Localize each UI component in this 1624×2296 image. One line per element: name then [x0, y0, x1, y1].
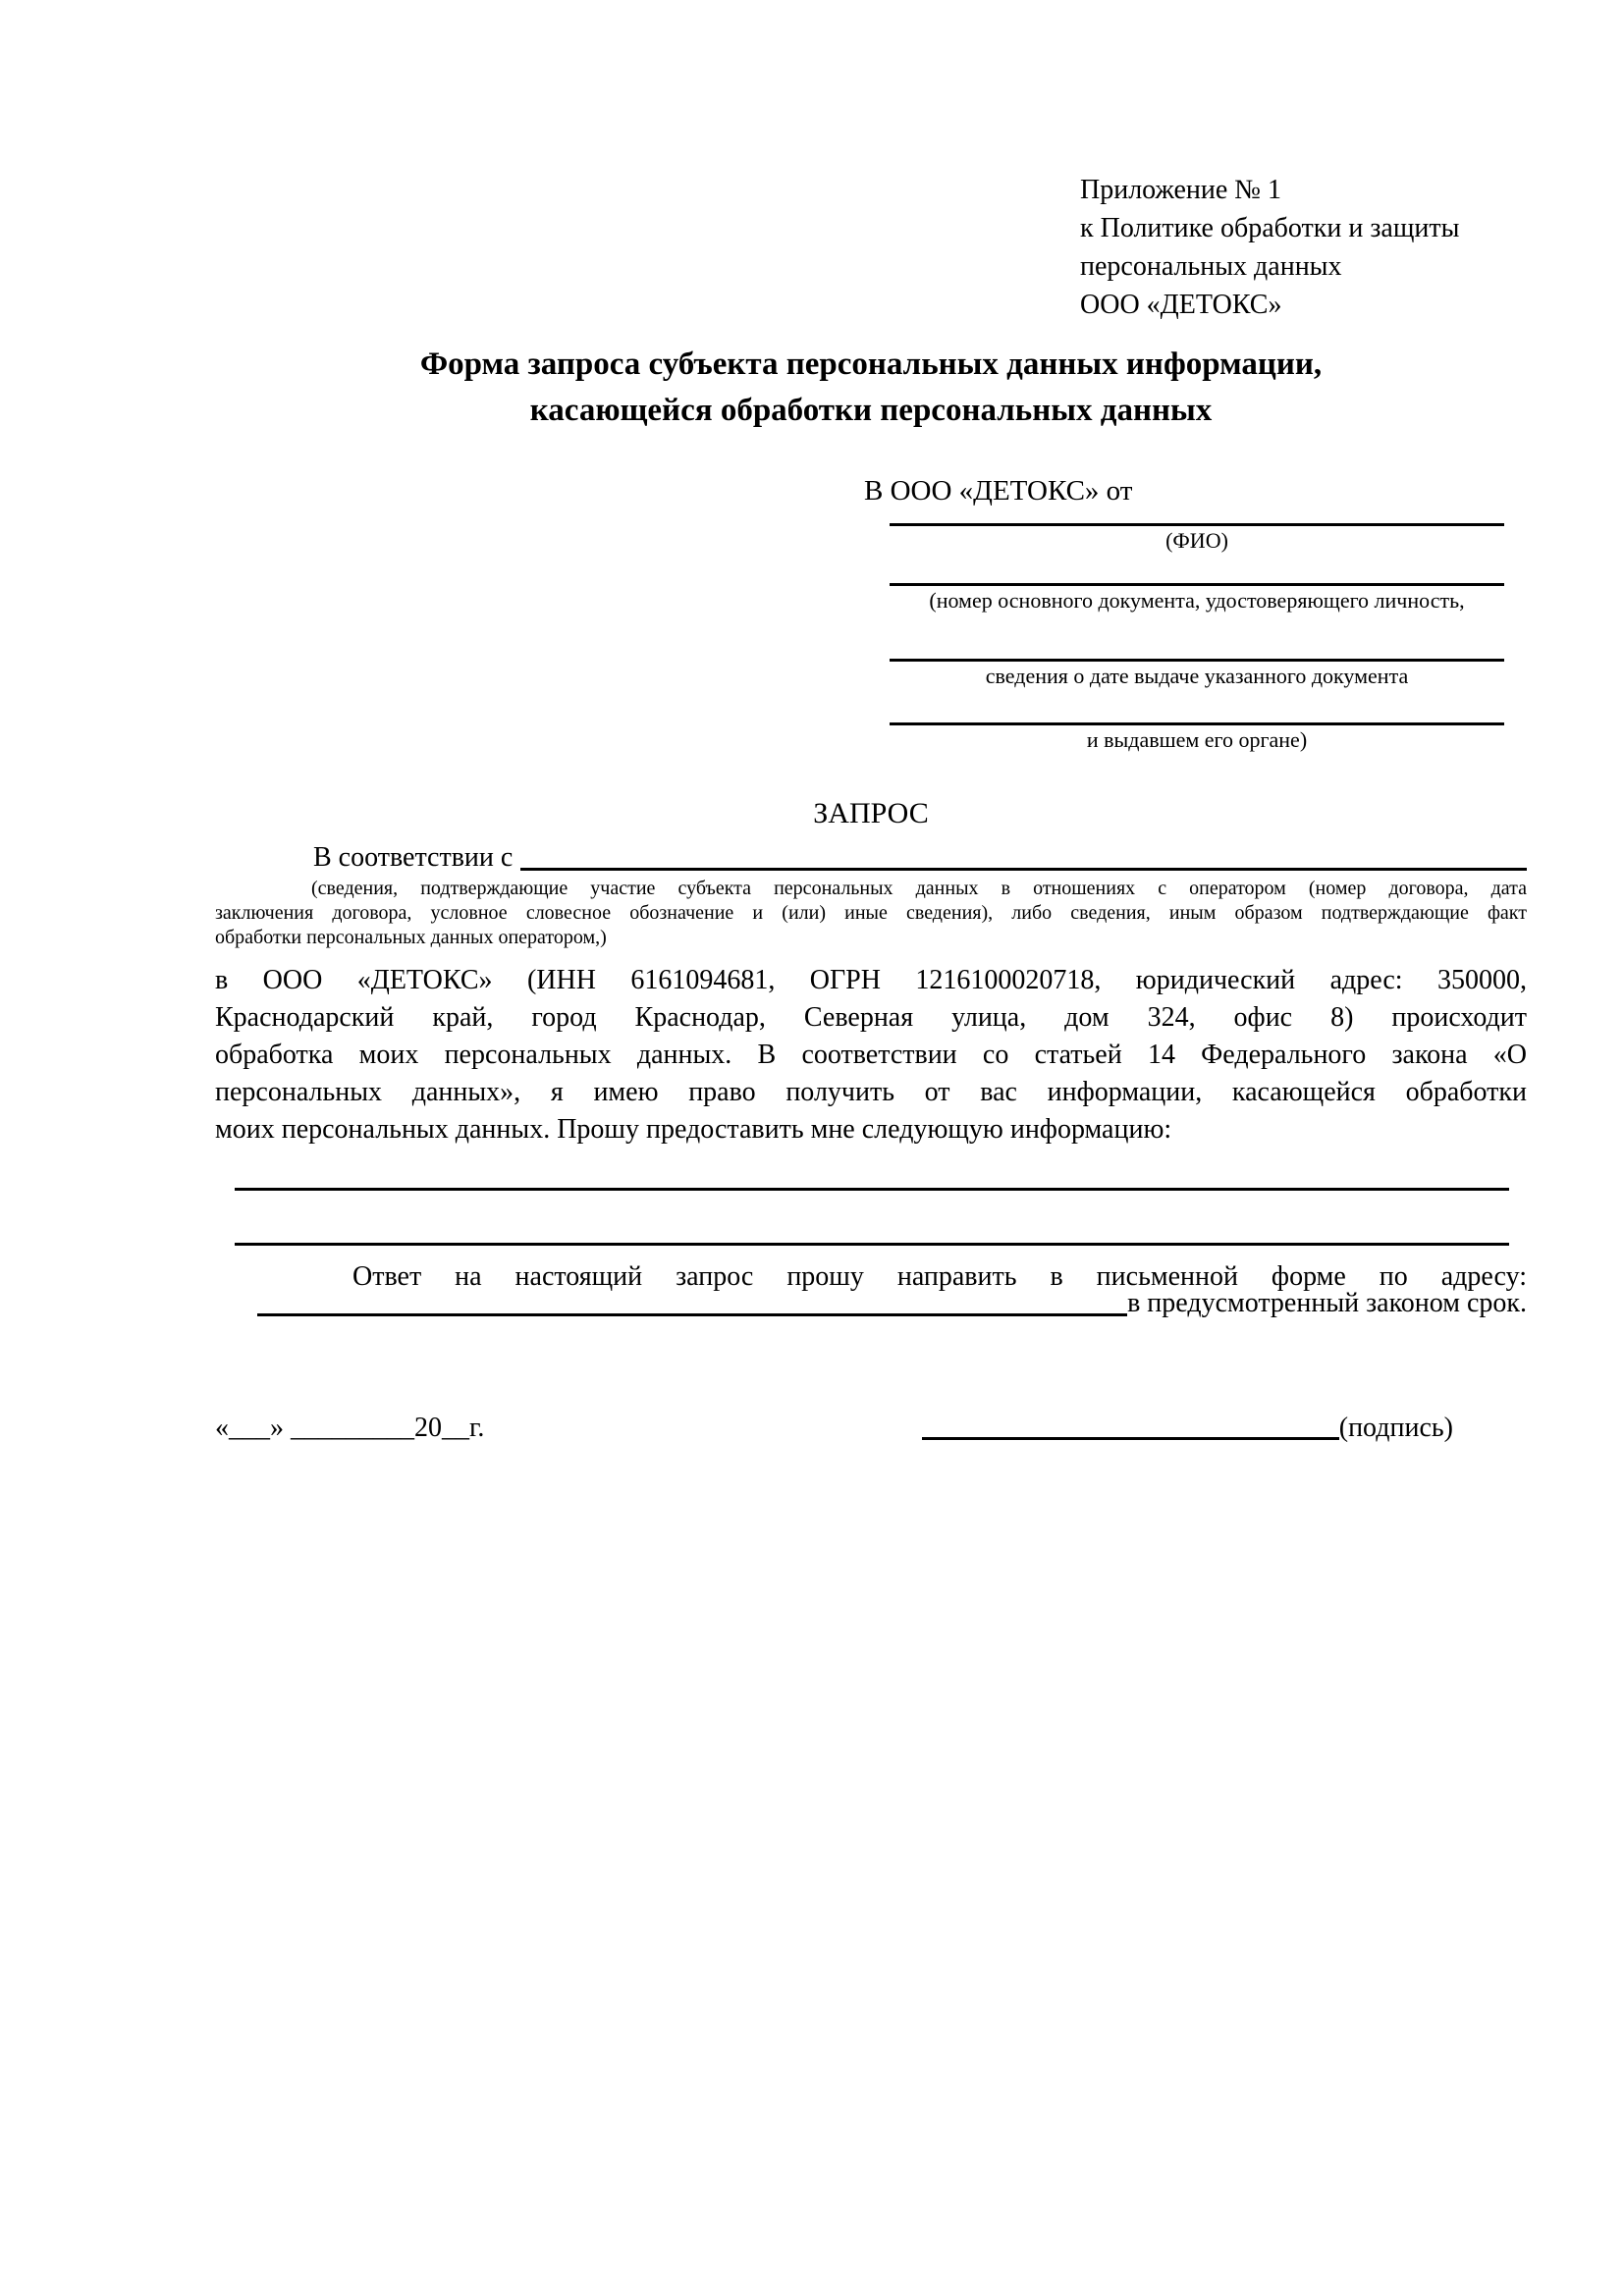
- note-line: заключения договора, условное словесное обозначение и (или) иные сведения), либо сведения, иным образом подтверждающие факт: [215, 902, 1527, 924]
- issue-date-fill-line: [890, 659, 1504, 662]
- appendix-line: к Политике обработки и защиты: [1080, 213, 1460, 243]
- issuing-authority-caption: и выдавшем его органе): [1086, 727, 1308, 752]
- info-fill-line-2: [235, 1243, 1509, 1246]
- body-line: персональных данных», я имею право получить от вас информации, касающейся обработки: [215, 1077, 1527, 1107]
- address-line: [215, 1286, 1527, 1321]
- request-heading: ЗАПРОС: [813, 797, 929, 829]
- signature-caption: (подпись): [1338, 1413, 1453, 1443]
- document-title: [215, 342, 1527, 434]
- body-line: Краснодарский край, город Краснодар, Северная улица, дом 324, офис 8) происходит: [215, 1002, 1527, 1033]
- appendix-line: Приложение № 1: [1080, 175, 1281, 205]
- footer-row: [215, 1412, 1527, 1445]
- appendix-line: персональных данных: [1080, 251, 1342, 282]
- fio-fill-line: [890, 523, 1504, 526]
- issuing-authority-fill-line: [890, 722, 1504, 725]
- address-fill-line: [257, 1313, 1127, 1316]
- note-line: обработки персональных данных оператором,): [215, 927, 607, 948]
- appendix-line: ООО «ДЕТОКС»: [1080, 290, 1282, 320]
- document-title-line1: Форма запроса субъекта персональных данных информации,: [419, 347, 1323, 382]
- note-paragraph: [215, 877, 1527, 950]
- document-title-line2: касающейся обработки персональных данных: [529, 393, 1213, 428]
- addressee-to-line: В ООО «ДЕТОКС» от: [864, 475, 1133, 507]
- body-line: в ООО «ДЕТОКС» (ИНН 6161094681, ОГРН 1216100020718, юридический адрес: 350000,: [215, 965, 1527, 995]
- signature-fill-line: [922, 1437, 1339, 1440]
- lead-fill-line: [520, 868, 1527, 871]
- document-number-caption: (номер основного документа, удостоверяющего личность,: [929, 588, 1465, 613]
- addressee-block: [864, 475, 1527, 779]
- body-paragraph: [215, 962, 1527, 1148]
- fio-caption: (ФИО): [1165, 528, 1228, 553]
- info-fill-line-1: [235, 1188, 1509, 1191]
- body-line: обработка моих персональных данных. В соответствии со статьей 14 Федерального закона «О: [215, 1040, 1527, 1070]
- note-line: (сведения, подтверждающие участие субъекта персональных данных в отношениях с оператором (номер договора, дата: [311, 878, 1527, 899]
- lead-text: В соответствии с: [313, 842, 514, 873]
- date-line: «___» _________20__г.: [215, 1413, 485, 1443]
- address-tail-text: в предусмотренный законом срок.: [1127, 1288, 1527, 1318]
- body-line: моих персональных данных. Прошу предоставить мне следующую информацию:: [215, 1114, 1172, 1145]
- lead-line: [215, 840, 1527, 876]
- appendix-block: [1080, 171, 1459, 324]
- issue-date-caption: сведения о дате выдаче указанного документа: [985, 664, 1409, 688]
- document-number-fill-line: [890, 583, 1504, 586]
- signature-group: [922, 1412, 1453, 1445]
- answer-sentence: Ответ на настоящий запрос прошу направить в письменной форме по адресу:: [352, 1261, 1527, 1292]
